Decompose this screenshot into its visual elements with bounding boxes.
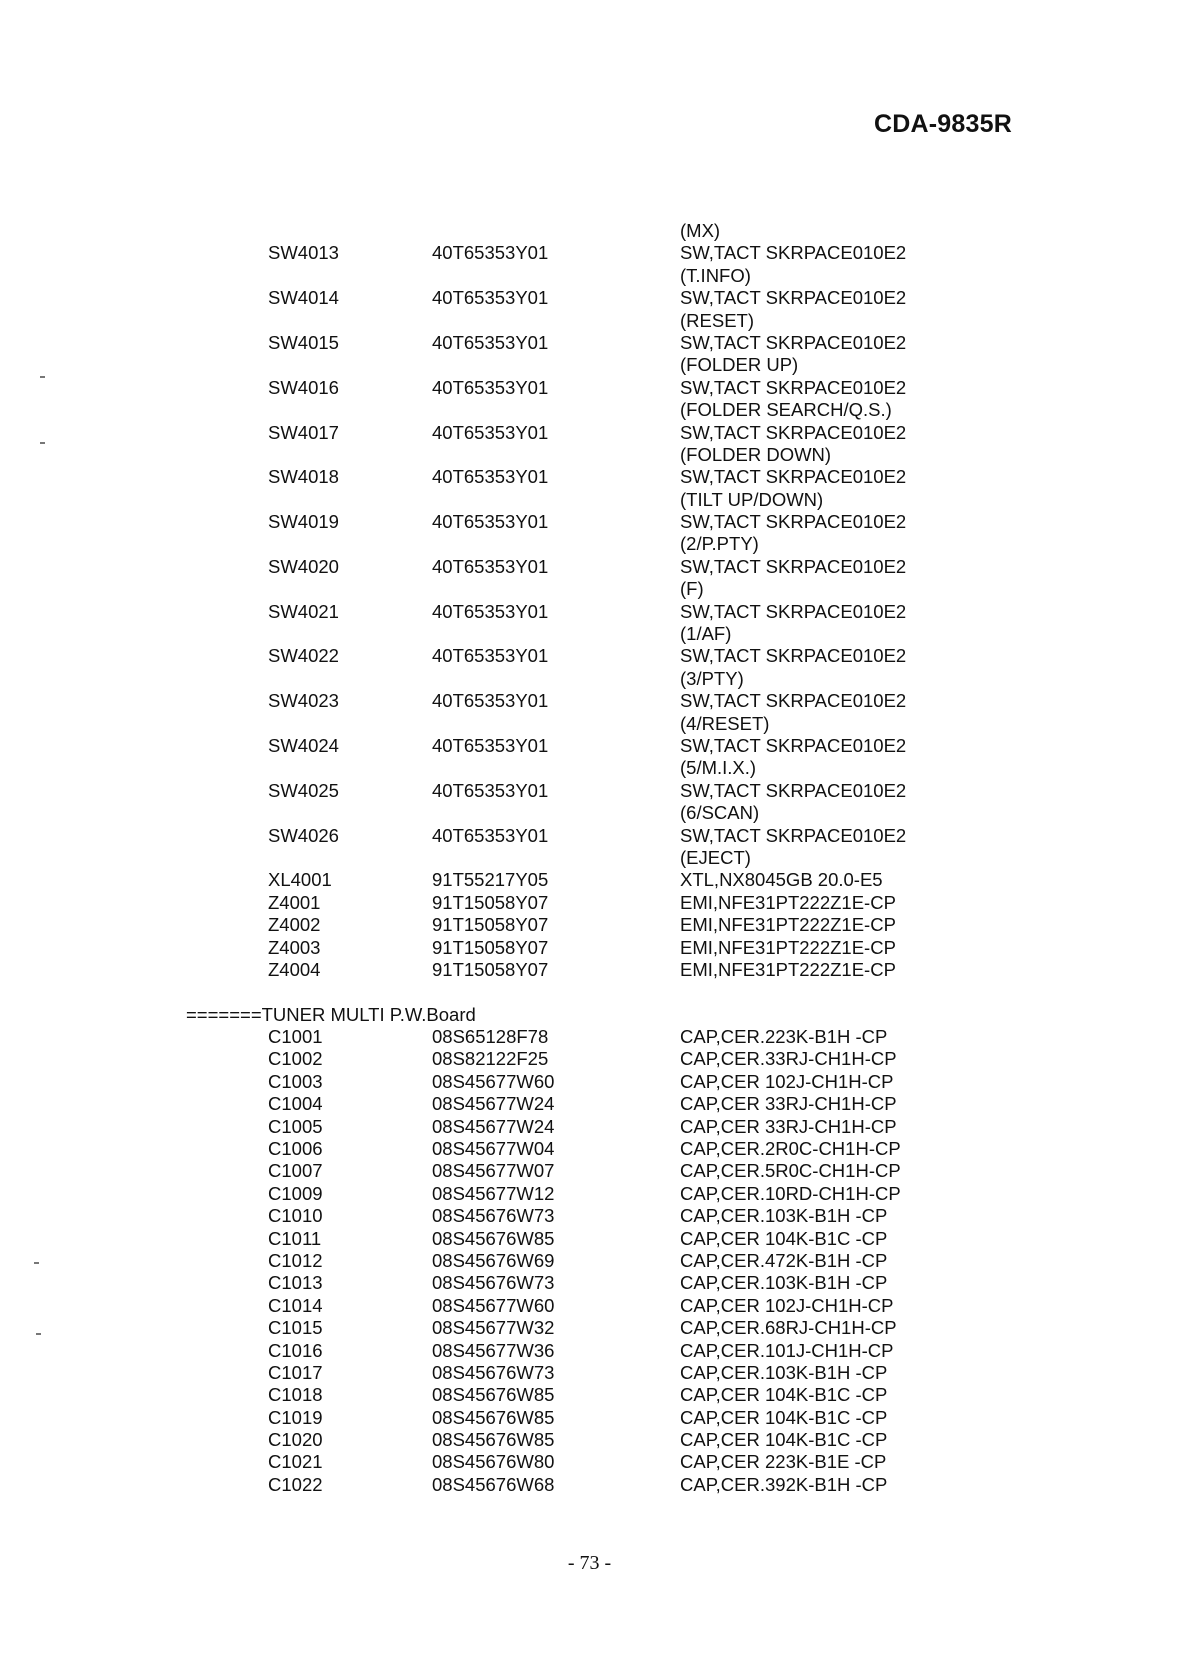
parts-row: [0, 511, 1179, 533]
parts-row: [0, 1205, 1179, 1227]
part-no: 40T65353Y01: [432, 466, 549, 488]
ref-no: SW4016: [268, 376, 339, 398]
parts-row: [0, 645, 1179, 667]
part-no: 40T65353Y01: [432, 421, 549, 443]
ref-no: C1022: [268, 1473, 323, 1495]
description: CAP,CER.101J-CH1H-CP: [680, 1339, 894, 1361]
parts-row: [0, 1384, 1179, 1406]
part-no: 91T55217Y05: [432, 869, 549, 891]
parts-row: [0, 690, 1179, 712]
parts-group-tuner: [0, 1026, 1179, 1496]
ref-no: C1004: [268, 1093, 323, 1115]
ref-no: SW4022: [268, 645, 339, 667]
parts-row: [0, 354, 1179, 376]
description: CAP,CER.2R0C-CH1H-CP: [680, 1138, 901, 1160]
description: (F): [680, 578, 704, 600]
parts-row: [0, 1048, 1179, 1070]
description: (TILT UP/DOWN): [680, 488, 824, 510]
parts-row: [0, 757, 1179, 779]
ref-no: C1019: [268, 1406, 323, 1428]
description: SW,TACT SKRPACE010E2: [680, 421, 907, 443]
description: SW,TACT SKRPACE010E2: [680, 690, 907, 712]
ref-no: C1009: [268, 1182, 323, 1204]
part-no: 08S45676W85: [432, 1406, 555, 1428]
parts-row: [0, 601, 1179, 623]
parts-list: [0, 220, 1179, 1496]
description: SW,TACT SKRPACE010E2: [680, 242, 907, 264]
ref-no: C1017: [268, 1361, 323, 1383]
description: CAP,CER.472K-B1H -CP: [680, 1249, 888, 1271]
ref-no: SW4024: [268, 734, 339, 756]
part-no: 91T15058Y07: [432, 936, 549, 958]
description: CAP,CER.223K-B1H -CP: [680, 1026, 888, 1048]
description: CAP,CER 104K-B1C -CP: [680, 1384, 888, 1406]
description: CAP,CER.103K-B1H -CP: [680, 1205, 888, 1227]
parts-row: [0, 287, 1179, 309]
part-no: 08S45676W73: [432, 1272, 555, 1294]
part-no: 08S45676W69: [432, 1249, 555, 1271]
ref-no: C1020: [268, 1429, 323, 1451]
ref-no: C1015: [268, 1317, 323, 1339]
parts-row: [0, 1116, 1179, 1138]
ref-no: C1006: [268, 1138, 323, 1160]
part-no: 08S45677W60: [432, 1294, 555, 1316]
description: (FOLDER DOWN): [680, 443, 832, 465]
description: EMI,NFE31PT222Z1E-CP: [680, 914, 896, 936]
parts-row: [0, 556, 1179, 578]
parts-row: [0, 847, 1179, 869]
parts-row: [0, 399, 1179, 421]
parts-row: [0, 1295, 1179, 1317]
parts-row: [0, 802, 1179, 824]
part-no: 08S45677W07: [432, 1160, 555, 1182]
description: SW,TACT SKRPACE010E2: [680, 511, 907, 533]
description: (3/PTY): [680, 667, 744, 689]
ref-no: C1010: [268, 1205, 323, 1227]
parts-row: [0, 1340, 1179, 1362]
parts-row: [0, 422, 1179, 444]
parts-row: [0, 466, 1179, 488]
parts-row: [0, 780, 1179, 802]
parts-group-top: [0, 220, 1179, 981]
parts-row: [0, 265, 1179, 287]
description: XTL,NX8045GB 20.0-E5: [680, 869, 883, 891]
description: CAP,CER.103K-B1H -CP: [680, 1361, 888, 1383]
part-no: 08S45676W85: [432, 1384, 555, 1406]
parts-row: [0, 578, 1179, 600]
part-no: 40T65353Y01: [432, 690, 549, 712]
parts-row: [0, 1026, 1179, 1048]
part-no: 08S45676W73: [432, 1361, 555, 1383]
ref-no: C1021: [268, 1451, 323, 1473]
description: (FOLDER UP): [680, 354, 799, 376]
parts-row: [0, 1183, 1179, 1205]
parts-row: [0, 937, 1179, 959]
part-no: 91T15058Y07: [432, 914, 549, 936]
part-no: 08S45676W85: [432, 1429, 555, 1451]
ref-no: SW4020: [268, 555, 339, 577]
part-no: 08S45677W60: [432, 1070, 555, 1092]
parts-row: [0, 892, 1179, 914]
description: SW,TACT SKRPACE010E2: [680, 376, 907, 398]
part-no: 40T65353Y01: [432, 376, 549, 398]
ref-no: SW4015: [268, 331, 339, 353]
description: CAP,CER 33RJ-CH1H-CP: [680, 1115, 897, 1137]
parts-row: [0, 959, 1179, 981]
description: SW,TACT SKRPACE010E2: [680, 645, 907, 667]
part-no: 08S45677W12: [432, 1182, 555, 1204]
parts-row: [0, 869, 1179, 891]
description: (T.INFO): [680, 264, 751, 286]
ref-no: C1002: [268, 1048, 323, 1070]
parts-row: [0, 1474, 1179, 1496]
parts-row: [0, 914, 1179, 936]
part-no: 40T65353Y01: [432, 555, 549, 577]
parts-row: [0, 1362, 1179, 1384]
description: (5/M.I.X.): [680, 757, 757, 779]
ref-no: C1011: [268, 1227, 322, 1249]
part-no: 08S45676W85: [432, 1227, 555, 1249]
ref-no: XL4001: [268, 869, 332, 891]
ref-no: C1012: [268, 1249, 323, 1271]
parts-row: [0, 444, 1179, 466]
description: EMI,NFE31PT222Z1E-CP: [680, 958, 896, 980]
part-no: 08S45677W36: [432, 1339, 555, 1361]
ref-no: SW4013: [268, 242, 339, 264]
parts-row: [0, 1250, 1179, 1272]
blank-line: [0, 981, 1179, 1003]
parts-row: [0, 713, 1179, 735]
description: (2/P.PTY): [680, 533, 759, 555]
description: SW,TACT SKRPACE010E2: [680, 331, 907, 353]
description: SW,TACT SKRPACE010E2: [680, 779, 907, 801]
parts-row: [0, 1160, 1179, 1182]
description: CAP,CER 104K-B1C -CP: [680, 1406, 888, 1428]
part-no: 40T65353Y01: [432, 600, 549, 622]
page-number: - 73 -: [567, 1552, 612, 1574]
part-no: 08S65128F78: [432, 1026, 549, 1048]
description: CAP,CER.5R0C-CH1H-CP: [680, 1160, 901, 1182]
ref-no: Z4003: [268, 936, 321, 958]
part-no: 08S82122F25: [432, 1048, 549, 1070]
parts-row: [0, 377, 1179, 399]
parts-row: [0, 220, 1179, 242]
description: (1/AF): [680, 623, 732, 645]
description: (6/SCAN): [680, 802, 760, 824]
parts-row: [0, 825, 1179, 847]
ref-no: C1014: [268, 1294, 323, 1316]
ref-no: Z4004: [268, 958, 321, 980]
description: SW,TACT SKRPACE010E2: [680, 600, 907, 622]
parts-row: [0, 735, 1179, 757]
ref-no: SW4021: [268, 600, 339, 622]
part-no: 08S45676W80: [432, 1451, 555, 1473]
parts-row: [0, 623, 1179, 645]
ref-no: Z4001: [268, 891, 321, 913]
ref-no: SW4019: [268, 511, 339, 533]
ref-no: Z4002: [268, 914, 321, 936]
part-no: 08S45676W73: [432, 1205, 555, 1227]
part-no: 40T65353Y01: [432, 511, 549, 533]
parts-row: [0, 668, 1179, 690]
section-heading: [0, 1004, 1179, 1026]
description: EMI,NFE31PT222Z1E-CP: [680, 891, 896, 913]
description: (FOLDER SEARCH/Q.S.): [680, 399, 892, 421]
ref-no: SW4018: [268, 466, 339, 488]
description: CAP,CER.103K-B1H -CP: [680, 1272, 888, 1294]
part-no: 40T65353Y01: [432, 734, 549, 756]
part-no: 40T65353Y01: [432, 645, 549, 667]
description: (4/RESET): [680, 712, 770, 734]
parts-row: [0, 242, 1179, 264]
parts-row: [0, 1317, 1179, 1339]
parts-row: [0, 1429, 1179, 1451]
ref-no: SW4014: [268, 287, 339, 309]
parts-row: [0, 1407, 1179, 1429]
description: (EJECT): [680, 846, 751, 868]
part-no: 40T65353Y01: [432, 287, 549, 309]
part-no: 40T65353Y01: [432, 779, 549, 801]
ref-no: SW4026: [268, 824, 339, 846]
description: CAP,CER.68RJ-CH1H-CP: [680, 1317, 897, 1339]
description: SW,TACT SKRPACE010E2: [680, 466, 907, 488]
description: CAP,CER 102J-CH1H-CP: [680, 1070, 894, 1092]
description: CAP,CER.33RJ-CH1H-CP: [680, 1048, 897, 1070]
description: CAP,CER.392K-B1H -CP: [680, 1473, 888, 1495]
part-no: 40T65353Y01: [432, 331, 549, 353]
ref-no: SW4025: [268, 779, 339, 801]
parts-row: [0, 1451, 1179, 1473]
parts-row: [0, 1138, 1179, 1160]
parts-row: [0, 533, 1179, 555]
ref-no: C1003: [268, 1070, 323, 1092]
description: CAP,CER 223K-B1E -CP: [680, 1451, 887, 1473]
description: SW,TACT SKRPACE010E2: [680, 824, 907, 846]
ref-no: C1005: [268, 1115, 323, 1137]
parts-row: [0, 310, 1179, 332]
ref-no: SW4017: [268, 421, 339, 443]
ref-no: C1007: [268, 1160, 323, 1182]
ref-no: SW4023: [268, 690, 339, 712]
description: (MX): [680, 220, 721, 241]
ref-no: C1001: [268, 1026, 323, 1048]
description: EMI,NFE31PT222Z1E-CP: [680, 936, 896, 958]
part-no: 08S45677W04: [432, 1138, 555, 1160]
parts-row: [0, 489, 1179, 511]
parts-row: [0, 1228, 1179, 1250]
part-no: 08S45677W24: [432, 1093, 555, 1115]
part-no: 08S45676W68: [432, 1473, 555, 1495]
parts-row: [0, 1071, 1179, 1093]
part-no: 91T15058Y07: [432, 891, 549, 913]
description: SW,TACT SKRPACE010E2: [680, 734, 907, 756]
part-no: 08S45677W24: [432, 1115, 555, 1137]
section-heading-text: =======TUNER MULTI P.W.Board: [186, 1003, 476, 1025]
description: SW,TACT SKRPACE010E2: [680, 555, 907, 577]
part-no: 08S45677W32: [432, 1317, 555, 1339]
part-no: 91T15058Y07: [432, 958, 549, 980]
description: CAP,CER 33RJ-CH1H-CP: [680, 1093, 897, 1115]
description: CAP,CER.10RD-CH1H-CP: [680, 1182, 901, 1204]
ref-no: C1016: [268, 1339, 323, 1361]
model-title: CDA-9835R: [874, 110, 1012, 138]
ref-no: C1018: [268, 1384, 323, 1406]
parts-row: [0, 332, 1179, 354]
description: CAP,CER 104K-B1C -CP: [680, 1227, 888, 1249]
description: (RESET): [680, 309, 754, 331]
ref-no: C1013: [268, 1272, 323, 1294]
parts-row: [0, 1093, 1179, 1115]
part-no: 40T65353Y01: [432, 824, 549, 846]
description: CAP,CER 104K-B1C -CP: [680, 1429, 888, 1451]
parts-row: [0, 1272, 1179, 1294]
description: CAP,CER 102J-CH1H-CP: [680, 1294, 894, 1316]
part-no: 40T65353Y01: [432, 242, 549, 264]
description: SW,TACT SKRPACE010E2: [680, 287, 907, 309]
